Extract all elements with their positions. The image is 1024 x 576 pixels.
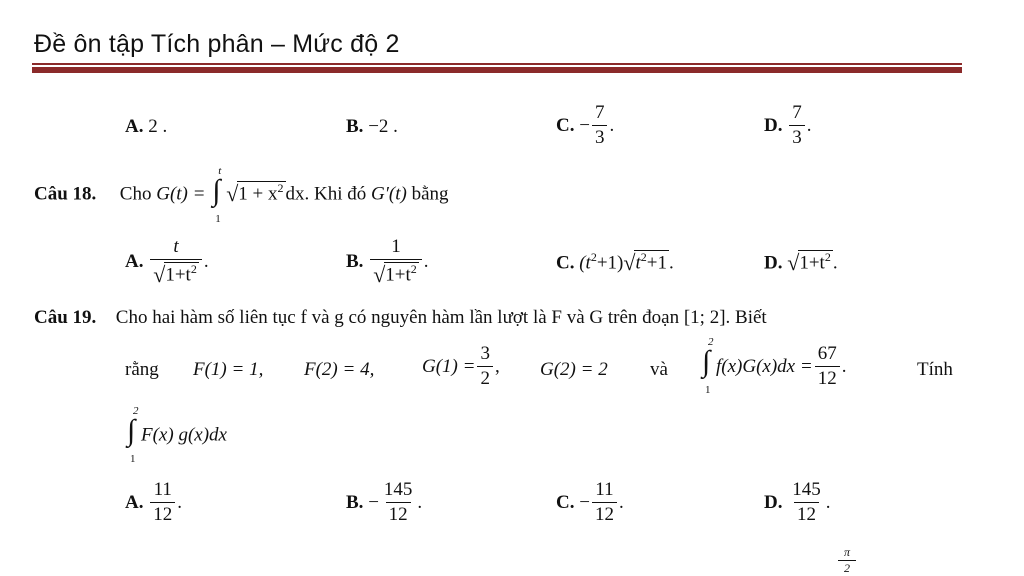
integral-sign: ∫ 2 1 [702,336,714,397]
fraction: $\frac{7}{3}$ [592,103,608,148]
q19-stem-line1: Câu 19. Cho hai hàm số liên tục f và g có nguyên hàm lần lượt là F và G trên đoạn [1; 2]. Biết [34,307,767,328]
q19-rang: rằng [125,359,159,380]
q19-option-a: A. $\frac{11}{12}$ . [125,479,182,525]
q18-option-c: C. $(t^2+1)√t^2+1$ . [556,250,674,276]
question-label: Câu 19. [34,307,97,328]
q19-integral-condition: ∫ 2 1 f(x)G(x)dx = $\frac{67}{12}$ . [702,336,847,397]
q19-option-c: C. − $\frac{11}{12}$ . [556,479,624,525]
page-title: Đề ôn tập Tích phân – Mức độ 2 [34,30,400,58]
integral-sign: ∫ t 1 [212,165,222,225]
q18-option-d: D. $√1+t^2$ . [764,250,838,276]
next-question-fragment: π 2 [838,545,856,576]
q18-option-b: B. $\frac{1}{√1+t^2}$ . [346,236,429,288]
q17-option-d: D. $\frac{7}{3}$ . [764,102,812,148]
q17-option-a: A. 2 . [125,116,168,137]
header-rule-thin [32,63,962,65]
q19-option-b: B. − $\frac{145}{12}$ . [346,479,423,525]
header-rule-thick [32,67,962,73]
q19-target-integral: ∫ 2 1 F(x) g(x)dx [127,405,227,465]
q19-f1: F(1) = 1, [193,359,264,380]
integral-sign: ∫ 2 1 [127,405,139,465]
q19-option-d: D. $\frac{145}{12}$ . [764,479,831,525]
q19-tinh: Tính [917,359,953,380]
q18-option-a: A. $\frac{t}{√1+t^2}$ . [125,236,209,288]
q19-va: và [650,359,668,380]
q17-option-c: C. − $\frac{7}{3}$ . [556,102,615,148]
q19-g2: G(2) = 2 [540,359,608,380]
q18-stem: Câu 18. Cho G(t) = ∫ t 1 $√1 + x^2$ dx. Khi đó G′(t) bằng [34,165,449,225]
q19-g1: G(1) = $\frac{3}{2}$ , [422,343,500,389]
q19-f2: F(2) = 4, [304,359,375,380]
question-label: Câu 18. [34,183,97,205]
q17-option-b: B. −2 . [346,116,398,137]
fraction: $\frac{7}{3}$ [789,103,805,148]
